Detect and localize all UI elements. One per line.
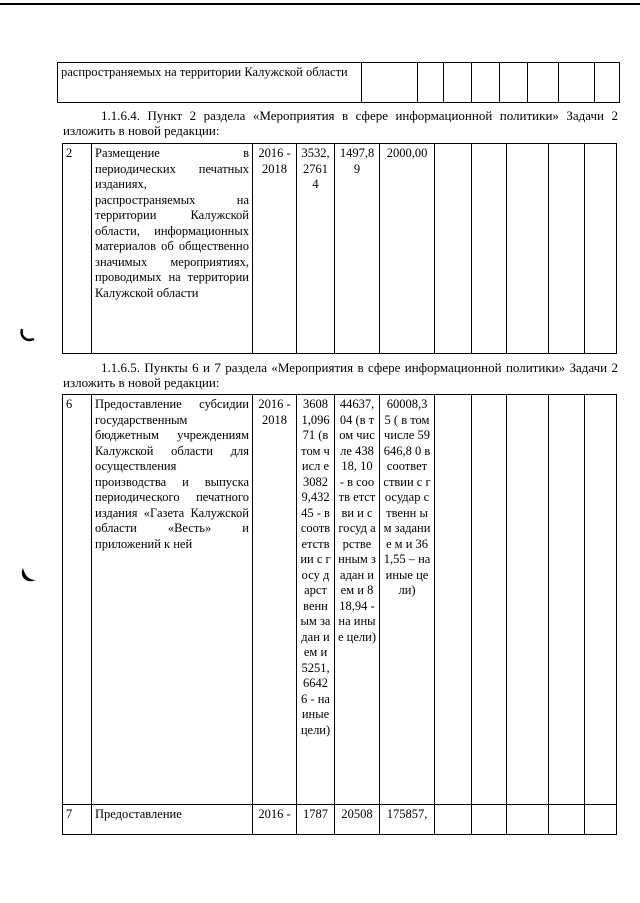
- row-2-period: 2016 - 2018: [253, 144, 297, 354]
- paragraph-1-1-6-5: 1.1.6.5. Пункты 6 и 7 раздела «Мероприятия в сфере информационной политики» Задачи 2 изложить в новой редакции:: [63, 360, 618, 390]
- row-7-value-1: 1787: [297, 805, 335, 835]
- row-6-name: Предоставление субсидии государственным бюджетным учреждениям Калужской области для осуществления производства и выпуска периодического печатного издания «Газета Калужской области «Весть» и приложений к ней: [92, 395, 253, 805]
- top-border-line: [0, 3, 640, 5]
- row-2-value-3: 2000,00: [380, 144, 435, 354]
- row-6-value-3: 60008,3 5 ( в том числе 59646,8 0 в соответ ствии с государ ственн ым задание м и 361,55 – на иные цели): [380, 395, 435, 805]
- scan-hole-mark-lower: [18, 565, 40, 587]
- row-2-value-2: 1497,8 9: [335, 144, 380, 354]
- row-7-value-2: 20508: [335, 805, 380, 835]
- row-2-name: Размещение в периодических печатных изданиях, распространяемых на территории Калужской области, информационных материалов об общественно значимых мероприятиях, проводимых на территории Калужской области: [92, 144, 253, 354]
- row-6-number: 6: [63, 395, 92, 805]
- row-2-number: 2: [63, 144, 92, 354]
- row-6-value-2: 44637, 04 (в том числе 43818, 10 - в соотв етстви и с госуд арстве нным задан ием и 818,94 - на иные цели): [335, 395, 380, 805]
- fragment-text: распространяемых на территории Калужской области: [58, 63, 362, 103]
- row-2-value-1: 3532, 2761 4: [297, 144, 335, 354]
- table-rows-6-7: [62, 394, 617, 835]
- row-6-period: 2016 - 2018: [253, 395, 297, 805]
- paragraph-1-1-6-4: 1.1.6.4. Пункт 2 раздела «Мероприятия в сфере информационной политики» Задачи 2 изложить в новой редакции:: [63, 108, 618, 138]
- scan-hole-mark-upper: [18, 325, 38, 345]
- row-7-value-3: 175857,: [380, 805, 435, 835]
- table-row-2: [62, 143, 617, 354]
- row-7-number: 7: [63, 805, 92, 835]
- row-7-name: Предоставление: [92, 805, 253, 835]
- row-7-period: 2016 -: [253, 805, 297, 835]
- row-6-value-1: 3608 1,096 71 (в том числ е 3082 9,432 45 - в соотв етств ии с госу дарст венн ым задан ием и 5251, 6642 6 - на иные цели): [297, 395, 335, 805]
- table-fragment-top: [57, 62, 620, 103]
